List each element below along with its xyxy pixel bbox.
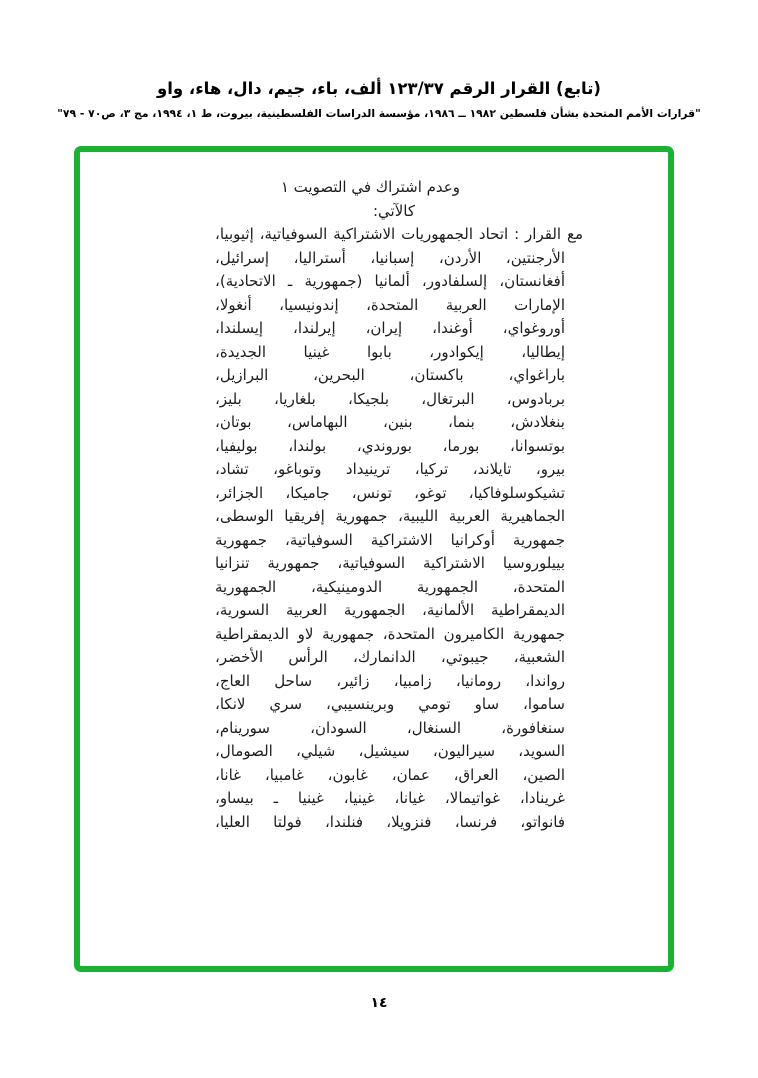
header-title: (تابع) القرار الرقم ١٢٣/٣٧ ألف، باء، جيم، دال، هاء، واو [157, 79, 601, 98]
country-list-line: بييلوروسيا الاشتراكية السوفياتية، جمهورية تنزانيا [215, 554, 565, 572]
country-list-line: إيطاليا، إيكوادور، بابوا غينيا الجديدة، [215, 342, 565, 361]
country-list-line: الجماهيرية العربية الليبية، جمهورية إفريقيا الوسطى، [215, 507, 565, 525]
country-list-line: الإمارات العربية المتحدة، إندونيسيا، أنغولا، [215, 295, 565, 314]
document-header [0, 78, 758, 124]
country-list-text: اتحاد الجمهوريات الاشتراكية السوفياتية، إثيوبيا، [215, 225, 509, 243]
country-list-line: بربادوس، البرتغال، بلجيكا، بلغاريا، بليز، [215, 389, 565, 408]
country-list-line [215, 223, 583, 247]
header-citation: "قرارات الأمم المتحدة بشأن فلسطين ١٩٨٢ ــ ١٩٨٦، مؤسسة الدراسات الفلسطينية، بيروت، ط ١، ١٩٩٤، مج ٣، ص٧٠ - ٧٩" [57, 107, 701, 120]
country-list-line: جمهورية الكاميرون المتحدة، جمهورية لاو الديمقراطية [215, 624, 565, 643]
content-frame [74, 146, 674, 972]
country-list-line: السويد، سيراليون، سيشيل، شيلي، الصومال، [215, 742, 565, 760]
country-list-line: الأرجنتين، الأردن، إسبانيا، أستراليا، إسرائيل، [215, 248, 565, 267]
page-number: ١٤ [370, 995, 388, 1011]
country-list-line: جمهورية أوكرانيا الاشتراكية السوفياتية، جمهورية [215, 530, 565, 549]
intro-line: كالآتي: [373, 201, 415, 220]
intro-line: وعدم اشتراك في التصويت ١ [280, 178, 460, 196]
country-list-line: تشيكوسلوفاكيا، توغو، تونس، جاميكا، الجزائر، [215, 483, 565, 502]
vote-label: مع القرار : [514, 225, 583, 243]
country-list-line: بيرو، تايلاند، تركيا، ترينيداد وتوباغو، تشاد، [215, 460, 565, 478]
country-list-line: رواندا، رومانيا، زامبيا، زائير، ساحل العاج، [215, 671, 565, 690]
country-list-line: الصين، العراق، عمان، غابون، غامبيا، غانا، [215, 765, 565, 784]
country-list-line: بوتسوانا، بورما، بوروندي، بولندا، بوليفيا، [215, 436, 565, 455]
country-list-line: ساموا، ساو تومي وبرينسيبي، سري لانكا، [215, 695, 565, 713]
text-column [215, 176, 583, 834]
country-list-line: أوروغواي، أوغندا، إيران، إيرلندا، إيسلندا، [215, 319, 565, 337]
country-list-line: المتحدة، الجمهورية الدومينيكية، الجمهورية [215, 577, 565, 596]
country-list-line: الديمقراطية الألمانية، الجمهورية العربية السورية، [215, 601, 565, 619]
country-list-line: بنغلادش، بنما، بنين، البهاماس، بوتان، [215, 413, 565, 431]
country-list-line: غرينادا، غواتيمالا، غيانا، غينيا، غينيا ـ بيساو، [215, 789, 565, 807]
country-list-line: باراغواي، باكستان، البحرين، البرازيل، [215, 366, 565, 384]
country-list-line: أفغانستان، إلسلفادور، ألمانيا (جمهورية ـ الاتحادية)، [215, 272, 565, 290]
country-list-line: فانواتو، فرنسا، فنزويلا، فنلندا، فولتا العليا، [215, 812, 565, 831]
country-list-line: سنغافورة، السنغال، السودان، سورينام، [215, 718, 565, 737]
country-list-line: الشعبية، جيبوتي، الدانمارك، الرأس الأخضر، [215, 648, 565, 666]
